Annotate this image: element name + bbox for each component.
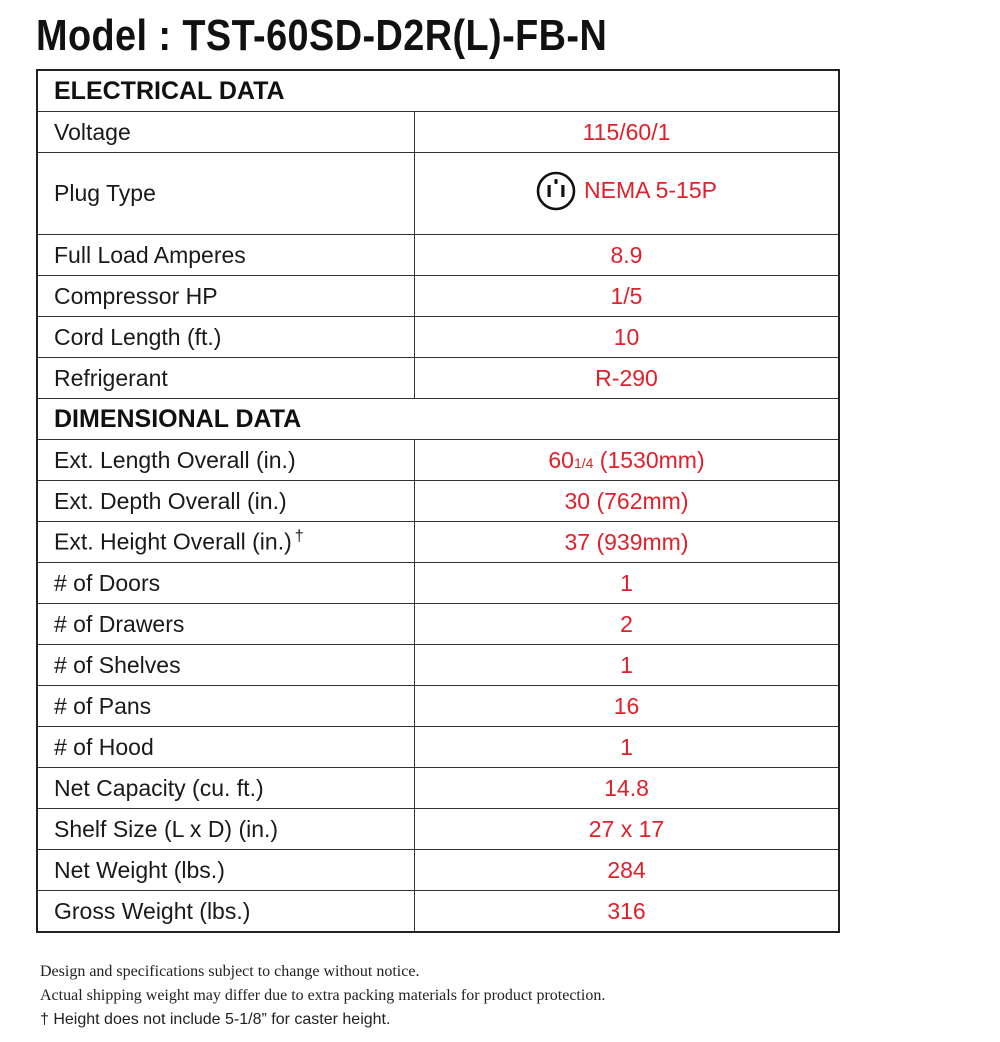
table-row	[37, 645, 839, 686]
section-row-dimensional	[37, 399, 839, 440]
table-row	[37, 276, 839, 317]
dagger-mark: †	[294, 528, 304, 546]
table-row	[37, 850, 839, 891]
hood-value: 1	[415, 727, 840, 768]
plug-type-label: Plug Type	[37, 153, 415, 235]
table-row	[37, 522, 839, 563]
plug-type-value: NEMA 5-15P	[584, 177, 717, 203]
table-row	[37, 112, 839, 153]
drawers-value: 2	[415, 604, 840, 645]
table-row	[37, 440, 839, 481]
ext-length-value: 601/4 (1530mm)	[415, 440, 840, 481]
full-load-amperes-value: 8.9	[415, 235, 840, 276]
table-row	[37, 768, 839, 809]
table-row	[37, 604, 839, 645]
spec-table	[36, 69, 840, 933]
net-capacity-label: Net Capacity (cu. ft.)	[37, 768, 415, 809]
table-row	[37, 235, 839, 276]
ext-length-label: Ext. Length Overall (in.)	[37, 440, 415, 481]
section-row-electrical	[37, 70, 839, 112]
gross-weight-label: Gross Weight (lbs.)	[37, 891, 415, 933]
net-weight-value: 284	[415, 850, 840, 891]
pans-value: 16	[415, 686, 840, 727]
doors-value: 1	[415, 563, 840, 604]
net-capacity-value: 14.8	[415, 768, 840, 809]
footnotes	[40, 960, 605, 1032]
pans-label: # of Pans	[37, 686, 415, 727]
gross-weight-value: 316	[415, 891, 840, 933]
plug-type-value-cell	[415, 153, 840, 235]
table-row	[37, 563, 839, 604]
net-weight-label: Net Weight (lbs.)	[37, 850, 415, 891]
footnote-shipping-weight: Actual shipping weight may differ due to extra packing materials for product protection.	[40, 987, 606, 1004]
shelf-size-value: 27 x 17	[415, 809, 840, 850]
footnote-design-notice: Design and specifications subject to change without notice.	[40, 963, 420, 980]
table-row	[37, 686, 839, 727]
table-row	[37, 727, 839, 768]
nema-5-15p-plug-icon	[536, 171, 576, 211]
ext-height-value: 37 (939mm)	[415, 522, 840, 563]
shelves-label: # of Shelves	[37, 645, 415, 686]
model-title: Model : TST-60SD-D2R(L)-FB-N	[36, 11, 608, 60]
shelves-value: 1	[415, 645, 840, 686]
table-row	[37, 153, 839, 235]
ext-height-label: Ext. Height Overall (in.)	[54, 528, 292, 555]
ext-depth-label: Ext. Depth Overall (in.)	[37, 481, 415, 522]
dimensional-data-header: DIMENSIONAL DATA	[37, 399, 839, 440]
cord-length-label: Cord Length (ft.)	[37, 317, 415, 358]
footnote-height-caster: † Height does not include 5-1/8” for caster height.	[40, 1011, 391, 1028]
shelf-size-label: Shelf Size (L x D) (in.)	[37, 809, 415, 850]
hood-label: # of Hood	[37, 727, 415, 768]
voltage-value: 115/60/1	[415, 112, 840, 153]
voltage-label: Voltage	[37, 112, 415, 153]
table-row	[37, 809, 839, 850]
refrigerant-value: R-290	[415, 358, 840, 399]
electrical-data-header: ELECTRICAL DATA	[37, 70, 839, 112]
table-row	[37, 481, 839, 522]
compressor-hp-label: Compressor HP	[37, 276, 415, 317]
cord-length-value: 10	[415, 317, 840, 358]
full-load-amperes-label: Full Load Amperes	[37, 235, 415, 276]
refrigerant-label: Refrigerant	[37, 358, 415, 399]
doors-label: # of Doors	[37, 563, 415, 604]
ext-height-label-cell	[37, 522, 415, 563]
compressor-hp-value: 1/5	[415, 276, 840, 317]
table-row	[37, 891, 839, 933]
drawers-label: # of Drawers	[37, 604, 415, 645]
table-row	[37, 358, 839, 399]
ext-depth-value: 30 (762mm)	[415, 481, 840, 522]
table-row	[37, 317, 839, 358]
